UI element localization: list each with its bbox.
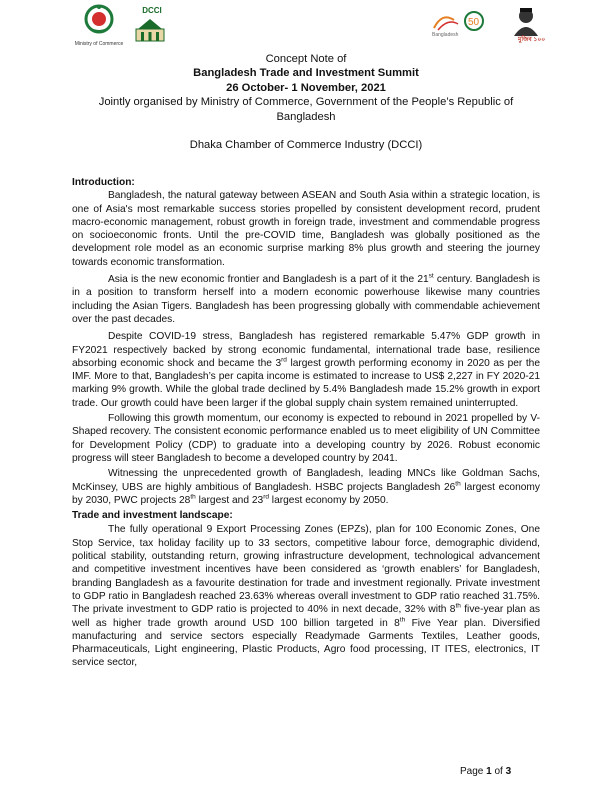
paragraph-4: Following this growth momentum, our economy is expected to rebound in 2021 propelled by V-Shaped recovery. The consistent economic performance enabled us to meet eligibility of UN Committee for Development Policy (CDP) to graduate into a developing country by 2026. Robust economic progress will steer Bangladesh to become a developed country by 2041. <box>72 413 540 464</box>
summit-title: Bangladesh Trade and Investment Summit <box>193 67 419 80</box>
logo-bar <box>0 4 612 50</box>
fifty-years-logo <box>430 10 490 42</box>
fifty-caption: Bangladesh <box>432 32 459 38</box>
dcci-building-icon <box>134 15 166 43</box>
document-body <box>72 176 540 674</box>
trade-investment-heading: Trade and investment landscape: <box>72 510 233 522</box>
paragraph-1: Bangladesh, the natural gateway between ASEAN and South Asia within a strategic location, is one of Asia's most remarkable success stories propelled by consistent development record, prudent macro-economic management, robust growth in foreign trade, investment and commendable progress on socioeconomic fronts. Until the pre-COVID time, Bangladesh was globally positioned as the development role model as an economic surprise marking 8% plus growth and steering the journey towards economic transformation. <box>72 190 540 268</box>
summit-dates: 26 October- 1 November, 2021 <box>226 81 386 94</box>
paragraph-3: Despite COVID-19 stress, Bangladesh has registered remarkable 5.47% GDP growth in FY2021 respectively backed by strong economic fundamental, international trade base, resilience absorbing economic shock and became the 3rd largest growth performing economy in 2020 as per the IMF. More to that, Bangladesh’s per capita income is estimated to increase to US$ 2,227 in FY 2020-21 marking 9% growth. While the global trade declined by 5.4% Bangladesh made 15.2% growth in export trade. Our growth could have been larger if the global supply chain system remained uninterrupted. <box>72 331 540 409</box>
bangladesh-emblem-icon <box>84 4 114 34</box>
ministry-of-commerce-logo <box>72 4 126 47</box>
dcci-line: Dhaka Chamber of Commerce Industry (DCCI) <box>189 139 423 152</box>
dcci-tag: DCCI <box>142 6 162 15</box>
svg-text:50: 50 <box>468 17 480 28</box>
dcci-logo <box>134 6 170 48</box>
mujib-100-logo <box>496 6 546 46</box>
fifty-years-emblem-icon <box>430 10 490 32</box>
document-header <box>72 52 540 152</box>
page-footer <box>460 766 511 777</box>
page-number: 1 <box>486 766 492 777</box>
paragraph-2: Asia is the new economic frontier and Bangladesh is a part of it the 21st century. Bangladesh is in a position to transform herself into a modern economic powerhouse likewise many countries including the Asian Tigers. Bangladesh has been progressing globally with commendable achievement over the past decades. <box>72 272 540 325</box>
moc-caption: Ministry of Commerce <box>74 41 124 47</box>
concept-note-line: Concept Note of <box>265 53 347 65</box>
page-word: Page <box>460 766 484 777</box>
paragraph-5: Witnessing the unprecedented growth of Bangladesh, leading MNCs like Goldman Sachs, McKinsey, UBS are highly ambitious of Bangladesh. HSBC projects Bangladesh 26th largest economy by 2030, PWC projects 28th largest and 23rd largest economy by 2050. <box>72 468 540 506</box>
page-total: 3 <box>505 766 512 777</box>
portrait-icon <box>496 6 542 36</box>
mujib-caption: মুজিব ১০০ <box>518 37 546 43</box>
paragraph-6: The fully operational 9 Export Processing Zones (EPZs), plan for 100 Economic Zones, One Stop Service, tax holiday facility up to 33 sectors, competitive labour force, demographic dividend, political stability, outstanding return, growing infrastructure development, technological advancement and competitive investment incentives have been considered as ‘growth enablers’ for Bangladesh, branding Bangladesh as a favourite destination for trade and investment regionally. Private investment to GDP ratio in Bangladesh reached 23.63% whereas overall investment to GDP ratio reached 31.75%. The private investment to GDP ratio is projected to 40% in next decade, 32% with 8th five-year plan as well as higher trade growth around USD 100 billion targeted in 8th Five Year plan. Diversified manufacturing and service sectors especially Readymade Garments Textiles, Leather goods, Pharmaceuticals, Light engineering, Plastic Products, Agro food processing, IT ITES, electronics, IT service sector, <box>72 524 540 669</box>
of-word: of <box>494 766 503 777</box>
introduction-heading: Introduction: <box>72 177 135 188</box>
organiser-line: Jointly organised by Ministry of Commerce, Government of the People’s Republic of Bangladesh <box>98 96 514 123</box>
